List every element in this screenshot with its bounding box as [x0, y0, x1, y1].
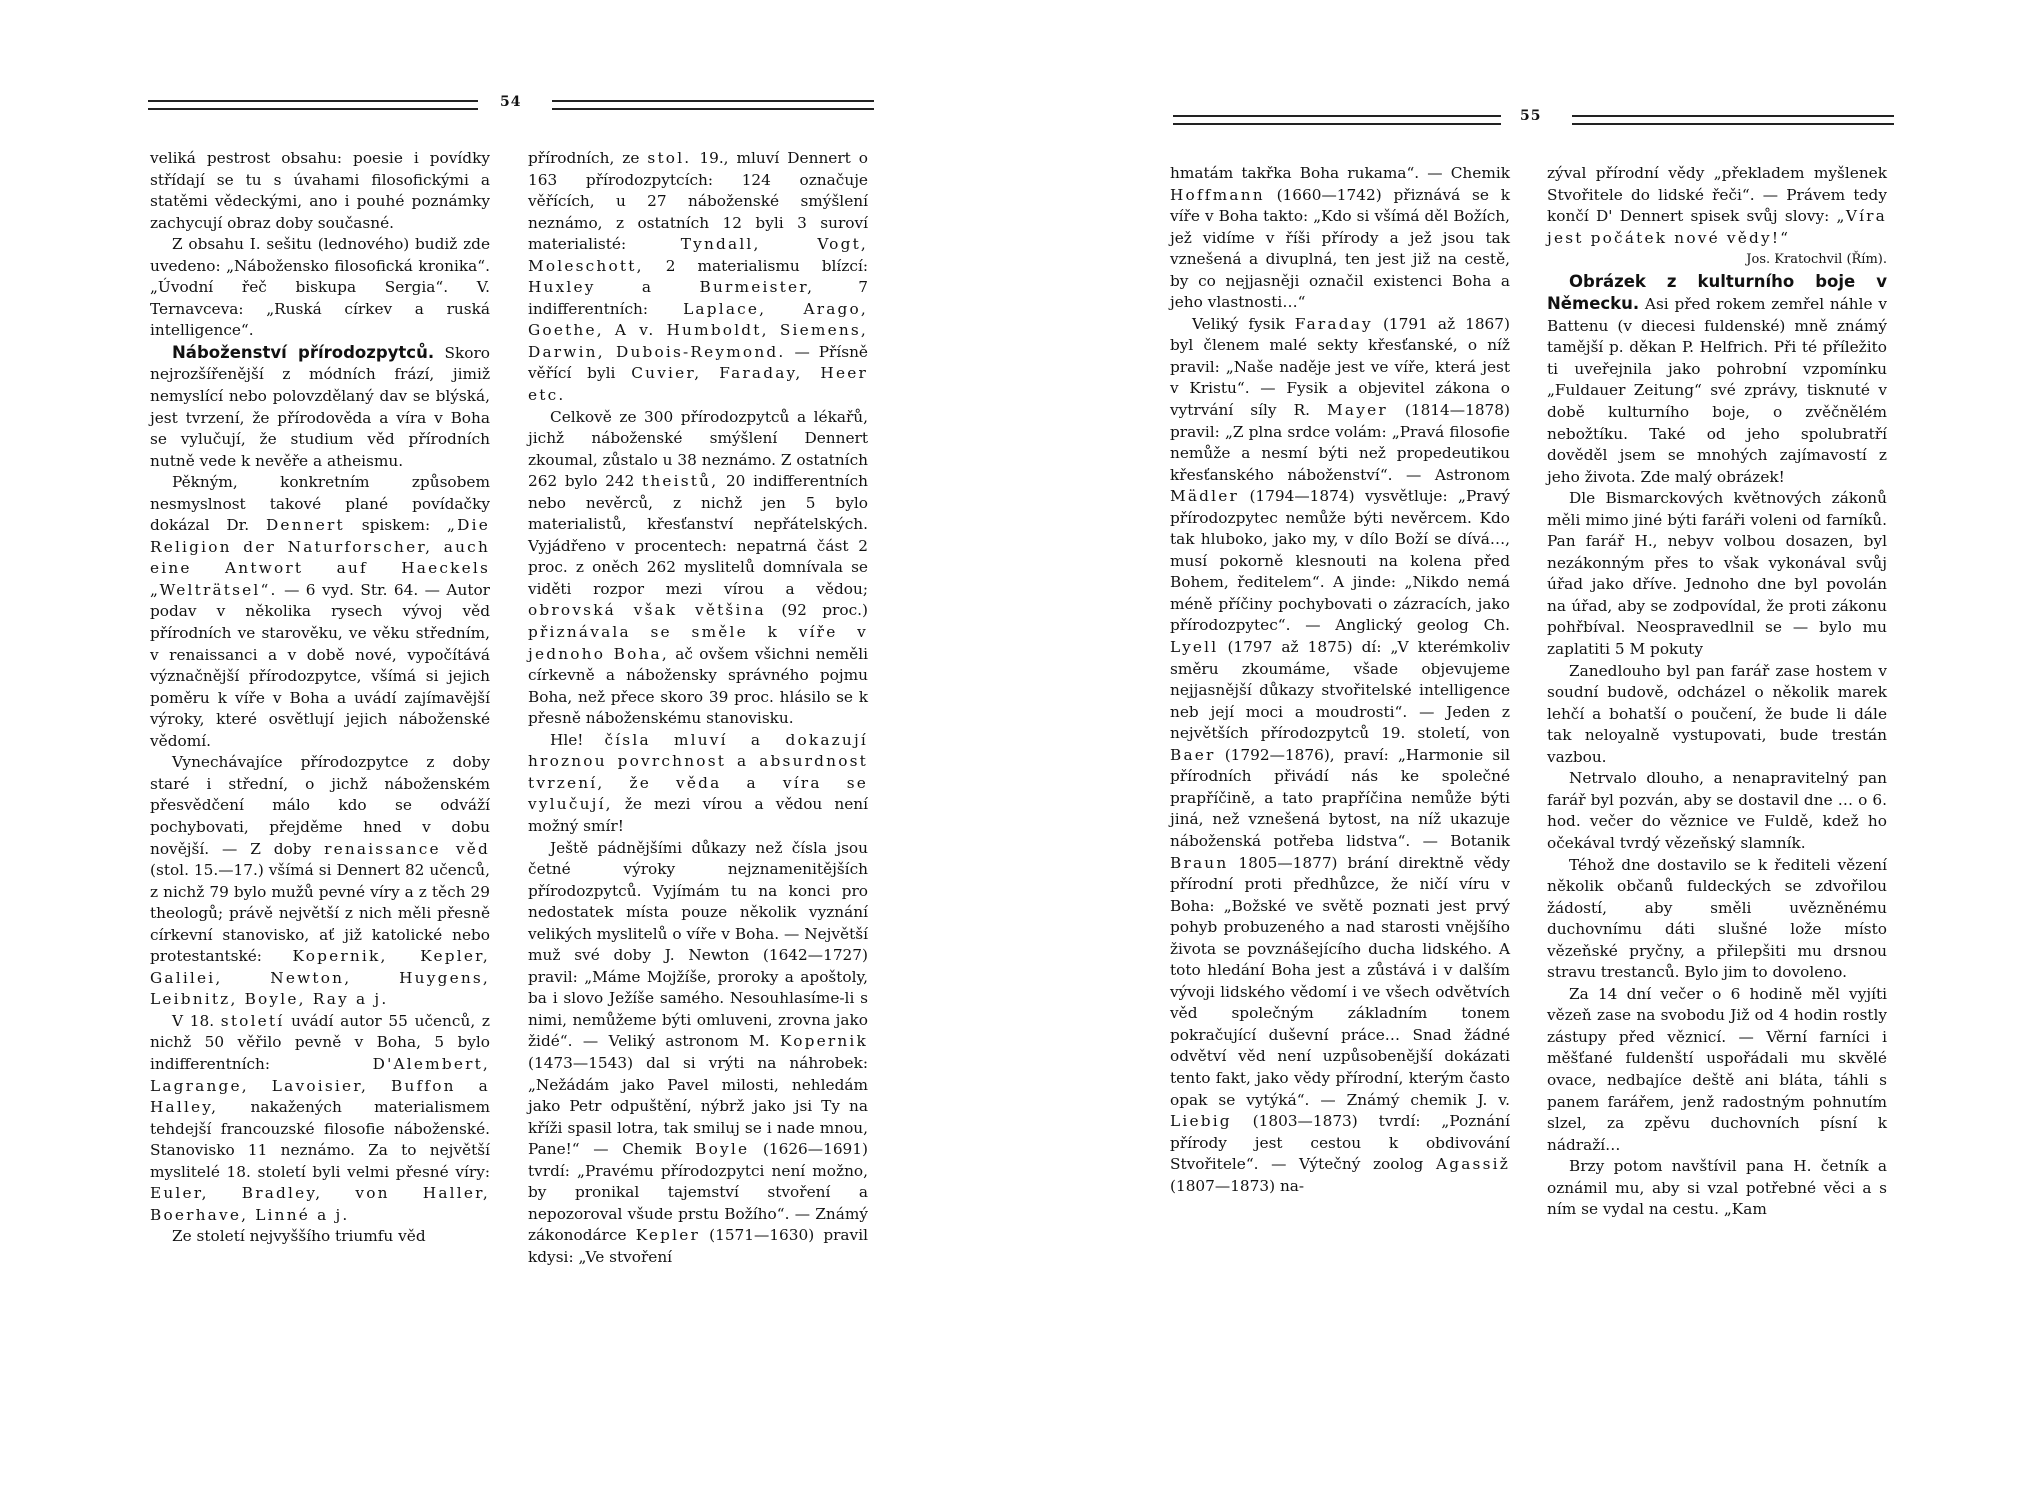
emphasis: století — [220, 1011, 285, 1030]
text: (stol. 15.—17.) všímá si Dennert 82 učenců, z nichž 79 bylo mužů pevné víry a z těch 29 theologů; právě největší z nich měli přesně církevní stanovisko, ať již katolické nebo protestantské: — [150, 861, 490, 966]
text: 20 indifferentních nebo nevěrců, z nichž jen 5 bylo materialistů, křesťanství nepřátelských. Vyjádřeno v procentech: nepatrná část 2 proc. z oněch 262 myslitelů domnívala se viděti rozpor mezi vírou a vědou; — [528, 472, 868, 598]
paragraph: Z obsahu I. sešitu (lednového) budiž zde uvedeno: „Nábožensko filosofická kronika“. „Úvodní řeč biskupa Sergia“. V. Ternavceva: „Ruská církev a ruská intelligence“. — [150, 235, 490, 340]
text: že mezi vírou a vědou není možný smír! — [528, 795, 868, 835]
emphasis: přiznávala se směle k víře v jednoho Boha, — [528, 623, 868, 663]
name: Kopernik — [779, 1032, 868, 1051]
emphasis: stol. — [647, 149, 692, 167]
paragraph — [1547, 163, 1887, 249]
header-rule-left-b — [552, 100, 874, 110]
right-column-2 — [1547, 163, 1887, 1221]
name: Faraday — [1294, 314, 1373, 333]
text: Skoro nejrozšířenější z módních frází, jimiž nemyslící nebo polovzdělaný dav se blýská, jest tvrzení, že přírodověda a víra v Boha se vylučují, že studium věd přírodních nutně vede k nevěře a atheismu. — [150, 343, 490, 470]
name: Boyle — [695, 1140, 750, 1159]
names: Euler, Bradley, von Haller, Boerhave, Linné a j. — [150, 1184, 490, 1224]
name: Lyell — [1170, 638, 1219, 657]
paragraph — [1170, 163, 1510, 314]
left-column-1 — [150, 148, 490, 1248]
paragraph: Netrvalo dlouho, a nenapravitelný pan farář byl pozván, aby se dostavil dne … o 6. hod. večer do věznice ve Fuldě, kdež ho očekával tvrdý vězeňský slamník. — [1547, 769, 1887, 852]
text: (1571—1630) pravil kdysi: „Ve stvoření — [528, 1226, 868, 1266]
paragraph: Brzy potom navštívil pana H. četník a oznámil mu, aby si vzal potřebné věci a s ním se vydal na cestu. „Kam — [1547, 1157, 1887, 1219]
text: spiskem: — [361, 516, 431, 535]
header-rule-right-b — [1572, 115, 1894, 125]
text: (92 proc.) — [781, 601, 868, 620]
paragraph — [528, 838, 868, 1269]
paragraph: veliká pestrost obsahu: poesie i povídky střídají se tu s úvahami filosofickými a statěmi vědeckými, ano i pouhé poznámky zachycují obraz doby současné. — [150, 149, 490, 232]
emphasis: obrovská však většina — [528, 601, 766, 620]
name: Mädler — [1170, 487, 1240, 506]
byline: Jos. Kratochvil (Řím). — [1746, 252, 1887, 268]
text: (1473—1543) dal si vrýti na náhrobek: „Nežádám jako Pavel milosti, nehledám jako Petr odpuštění, nýbrž jako jsi Ty na kříži spasil lotra, tak smiluj se i nade mnou, Pane!“ — Chemik — [528, 1053, 868, 1159]
paragraph — [1170, 314, 1510, 1197]
text: — Přísně věřící byli — [528, 342, 868, 383]
book-title: „Die Religion der Naturforscher, auch eine Antwort auf Haeckels „Welträtsel“. — [150, 516, 490, 599]
text: (1626—1691) tvrdí: „Pravému přírodozpytci není možno, by pronikal tajemství stvoření a nepozoroval všude prstu Božího“. — Známý zákonodárce — [528, 1140, 868, 1245]
text: (1807—1873) na- — [1170, 1176, 1305, 1195]
paragraph — [150, 472, 490, 752]
text: Ještě pádnějšími důkazy než čísla jsou četné výroky nejznamenitějších přírodozpytců. Vyjímám tu na konci pro nedostatek místa pouze několik vyznání velikých myslitelů o víře v Boha. — Největší muž své doby J. Newton (1642—1727) pravil: „Máme Mojžíše, proroky a apoštoly, ba i slovo Ježíše samého. Nesouhlasíme-li s nimi, nemůžeme býti omluveni, zrovna jako židé“. — Veliký astronom M. — [528, 838, 868, 1051]
text: 2 materialismu blízcí: — [665, 256, 868, 275]
text: hmatám takřka Boha rukama“. — Chemik — [1170, 164, 1510, 182]
paragraph: Téhož dne dostavilo se k řediteli vězení několik občanů fuldeckých se zdvořilou žádostí, aby směli uvězněnému duchovnímu dáti slušné lože místo vězeňské pryčny, a přilepšiti mu drsnou stravu trestanců. Bylo jim to dovoleno. — [1547, 855, 1887, 982]
name: Dennert — [265, 516, 345, 535]
name: Hoffmann — [1170, 185, 1265, 204]
paragraph — [528, 407, 868, 730]
paragraph — [150, 1011, 490, 1226]
text: (1660—1742) přiznává se k víře v Boha takto: „Kdo si všímá děl Božích, jež vidíme v říši přírody a jež jsou tak vznešená a divuplná, ten jest již na cestě, by co nejjasněji označil existenci Boha a jeho vlastnosti…“ — [1170, 185, 1510, 312]
text: Pěkným, konkretním způsobem nesmyslnost takové plané povídačky dokázal Dr. — [150, 473, 490, 535]
paragraph — [150, 342, 490, 472]
name: Kepler — [635, 1226, 701, 1245]
name: Liebig — [1170, 1112, 1232, 1131]
names: Huxley a Burmeister, — [528, 278, 815, 297]
section-heading: Obrázek z kulturního boje v Německu. — [1547, 271, 1887, 314]
names: Laplace, Arago, Goethe, A v. Humboldt, Siemens, Darwin, Dubois-Reymond. — [528, 299, 868, 361]
names: D'Alembert, Lagrange, Lavoisier, Buffon a Halley, — [150, 1054, 490, 1117]
text: Veliký fysik — [1192, 314, 1285, 333]
left-column-2 — [528, 148, 868, 1268]
right-page — [1015, 0, 2030, 1500]
text: (1797 až 1875) dí: „V kterémkoliv směru zkoumáme, všade objevujeme nejjasnější důkazy stvořitelské intelligence neb její moci a moudrosti“. — Jeden z největších přírodozpytců 19. století, von — [1170, 638, 1510, 743]
text: Celkově ze 300 přírodozpytců a lékařů, jichž náboženské smýšlení Dennert zkoumal, zůstalo u 38 neznámo. Z ostatních 262 bylo 242 — [528, 407, 868, 491]
name: Mayer — [1327, 401, 1388, 420]
text: Asi před rokem zemřel náhle v Battenu (v diecesi fuldenské) mně známý tamější p. děkan P. Helfrich. Při té příležito ti uveřejnila jako pohrobní vzpomínku „Fuldauer Zeitung“ své zprávy, tisknuté v době kulturního boje, o zvěčnělém nebožtíku. Také od jeho spolubratří dověděl jsem se mnohých zajímavostí z jeho života. Zde malý obrázek! — [1547, 295, 1887, 486]
emphasis: theistů, — [642, 472, 719, 491]
text: 7 indifferentních: — [528, 278, 868, 318]
text: — 6 vyd. Str. 64. — Autor podav v několika rysech vývoj věd přírodních ve starověku, ve věku středním, v renaissanci a v době nové, vypočítává význačnější přírodozpytce, všímá si jejich poměru k víře v Boha a uvádí zajímavější výroky, které osvětlují jejich náboženské vědomí. — [150, 580, 490, 750]
text: V 18. — [172, 1011, 215, 1030]
text: uvádí autor 55 učenců, z nichž 50 věřilo pevně v Boha, 5 bylo indifferentních: — [150, 1011, 490, 1073]
names: Tyndall, Vogt, Moleschott, — [528, 235, 868, 275]
text: Hle! — [550, 730, 584, 749]
paragraph: Zanedlouho byl pan farář zase hostem v soudní budově, odcházel o několik marek lehčí a bohatší o poučení, že bude li dále tak neloyalně vystupovati, bude trestán vazbou. — [1547, 661, 1887, 766]
paragraph — [528, 148, 868, 407]
text: přírodních, ze — [528, 149, 640, 167]
page-number-54: 54 — [500, 94, 522, 110]
text: (1792—1876), praví: „Harmonie sil přírodních přivádí nás ke společné prapříčině, a tato prapříčina nemůže býti jiná, než vznešená bytost, na níž ukazuje náboženská potřeba lidstva“. — Botanik — [1170, 745, 1510, 850]
right-column-1 — [1170, 163, 1510, 1197]
name: Baer — [1170, 745, 1216, 764]
text: 1805—1877) brání direktně vědy přírodní proti předhůzce, že ničí víru v Boha: „Božské ve světě poznati jest prvý pohyb probuzeného a nad starosti vnějšího života se povznášejícího ducha lidského. A toto hledání Boha jest a zůstává i v dalším vývoji lidského vědomí i ve všech odvětvích věd společným základním tonem pokračující duševní práce… Snad žádné odvětví věd není uzpůsobenější dokázati tento fakt, jako vědy přírodní, kterým často opak se vytýká“. — Známý chemik J. v. — [1170, 853, 1510, 1109]
text: nakažených materialismem tehdejší francouzské filosofie náboženské. Stanovisko 11 neznámo. Za to největší myslitelé 18. století byli velmi přesné víry: — [150, 1098, 490, 1181]
page-number-55: 55 — [1520, 108, 1542, 124]
text: Vynechávajíce přírodozpytce z doby staré i střední, o jichž náboženském přesvědčení málo kdo se odváží pochybovati, přejděme hned v dobu novější. — Z doby — [150, 753, 490, 858]
emphasis: renaissance věd — [324, 839, 490, 858]
header-rule-right-a — [1173, 115, 1501, 125]
emphasis: „Víra jest počátek nové vědy!“ — [1547, 207, 1887, 247]
section-heading: Náboženství přírodozpytců. — [172, 342, 435, 362]
text: 19., mluví Dennert o 163 přírodozpytcích: 124 označuje věřících, u 27 náboženské smýšlení neznámo, z ostatních 12 byli 3 suroví materialisté: — [528, 149, 868, 254]
name: Agassiž — [1435, 1155, 1510, 1174]
text: (1794—1874) vysvětluje: „Pravý přírodozpytec nemůže býti nevěrcem. Kdo tak hluboko, jako my, v dílo Boží se dívá…, musí pokorně klesnouti na kolena před Bohem, ředitelem“. A jinde: „Nikdo nemá méně příčiny pochybovati o zázracích, jako přírodozpytec“. — Anglický geolog Ch. — [1170, 487, 1510, 635]
paragraph: Dle Bismarckových květnových zákonů měli mimo jiné býti faráři voleni od farníků. Pan farář H., nebyv volbou dosazen, byl nezákonným přes to však vykonával svůj úřad jako dříve. Jednoho dne byl povolán na úřad, aby se zodpovídal, že proti zákonu pohřbíval. Neospravedlnil se — bylo mu zaplatiti 5 M pokuty — [1547, 489, 1887, 659]
paragraph — [528, 730, 868, 838]
header-rule-left-a — [148, 100, 478, 110]
paragraph — [150, 752, 490, 1011]
text: (1814—1878) pravil: „Z plna srdce volám: „Pravá filosofie nemůže a nesmí býti než propedeutikou křesťanského náboženství“. — Astronom — [1170, 401, 1510, 484]
paragraph: Za 14 dní večer o 6 hodině měl vyjíti vězeň zase na svobodu Již od 4 hodin rostly zástupy před věznicí. — Věrní farníci i měšťané fuldenští uspořádali mu skvělé ovace, nedbajíce deště ani bláta, táhli s panem farářem, jenž radostným pohnutím slzel, za zpěvu duchovních písní k nádraží… — [1547, 984, 1887, 1154]
text: ač ovšem všichni neměli církevně a nábožensky správného pojmu Boha, než přece skoro 39 proc. hlásilo se k přesně náboženskému stanovisku. — [528, 644, 868, 728]
emphasis: čísla mluví a dokazují hroznou povrchnost a absurdnost tvrzení, že věda a víra se vylučují, — [528, 730, 868, 814]
text: zýval přírodní vědy „překladem myšlenek Stvořitele do lidské řeči“. — Právem tedy končí D' Dennert spisek svůj slovy: — [1547, 164, 1887, 226]
names: Cuvier, Faraday, Heer etc. — [528, 364, 868, 405]
name: Braun — [1170, 853, 1229, 872]
text: (1791 až 1867) byl členem malé sekty křesťanské, o níž pravil: „Naše naděje jest ve víře, která jest v Kristu“. — Fysik a objevitel zákona o vytrvání síly R. — [1170, 314, 1510, 420]
paragraph — [1547, 271, 1887, 488]
text: (1803—1873) tvrdí: „Poznání přírody jest cestou k obdivování Stvořitele“. — Výtečný zoolog — [1170, 1112, 1510, 1174]
names: Kopernik, Kepler, Galilei, Newton, Huygens, Leibnitz, Boyle, Ray a j. — [150, 947, 490, 1009]
paragraph: Ze století nejvyššího triumfu věd — [172, 1227, 426, 1246]
